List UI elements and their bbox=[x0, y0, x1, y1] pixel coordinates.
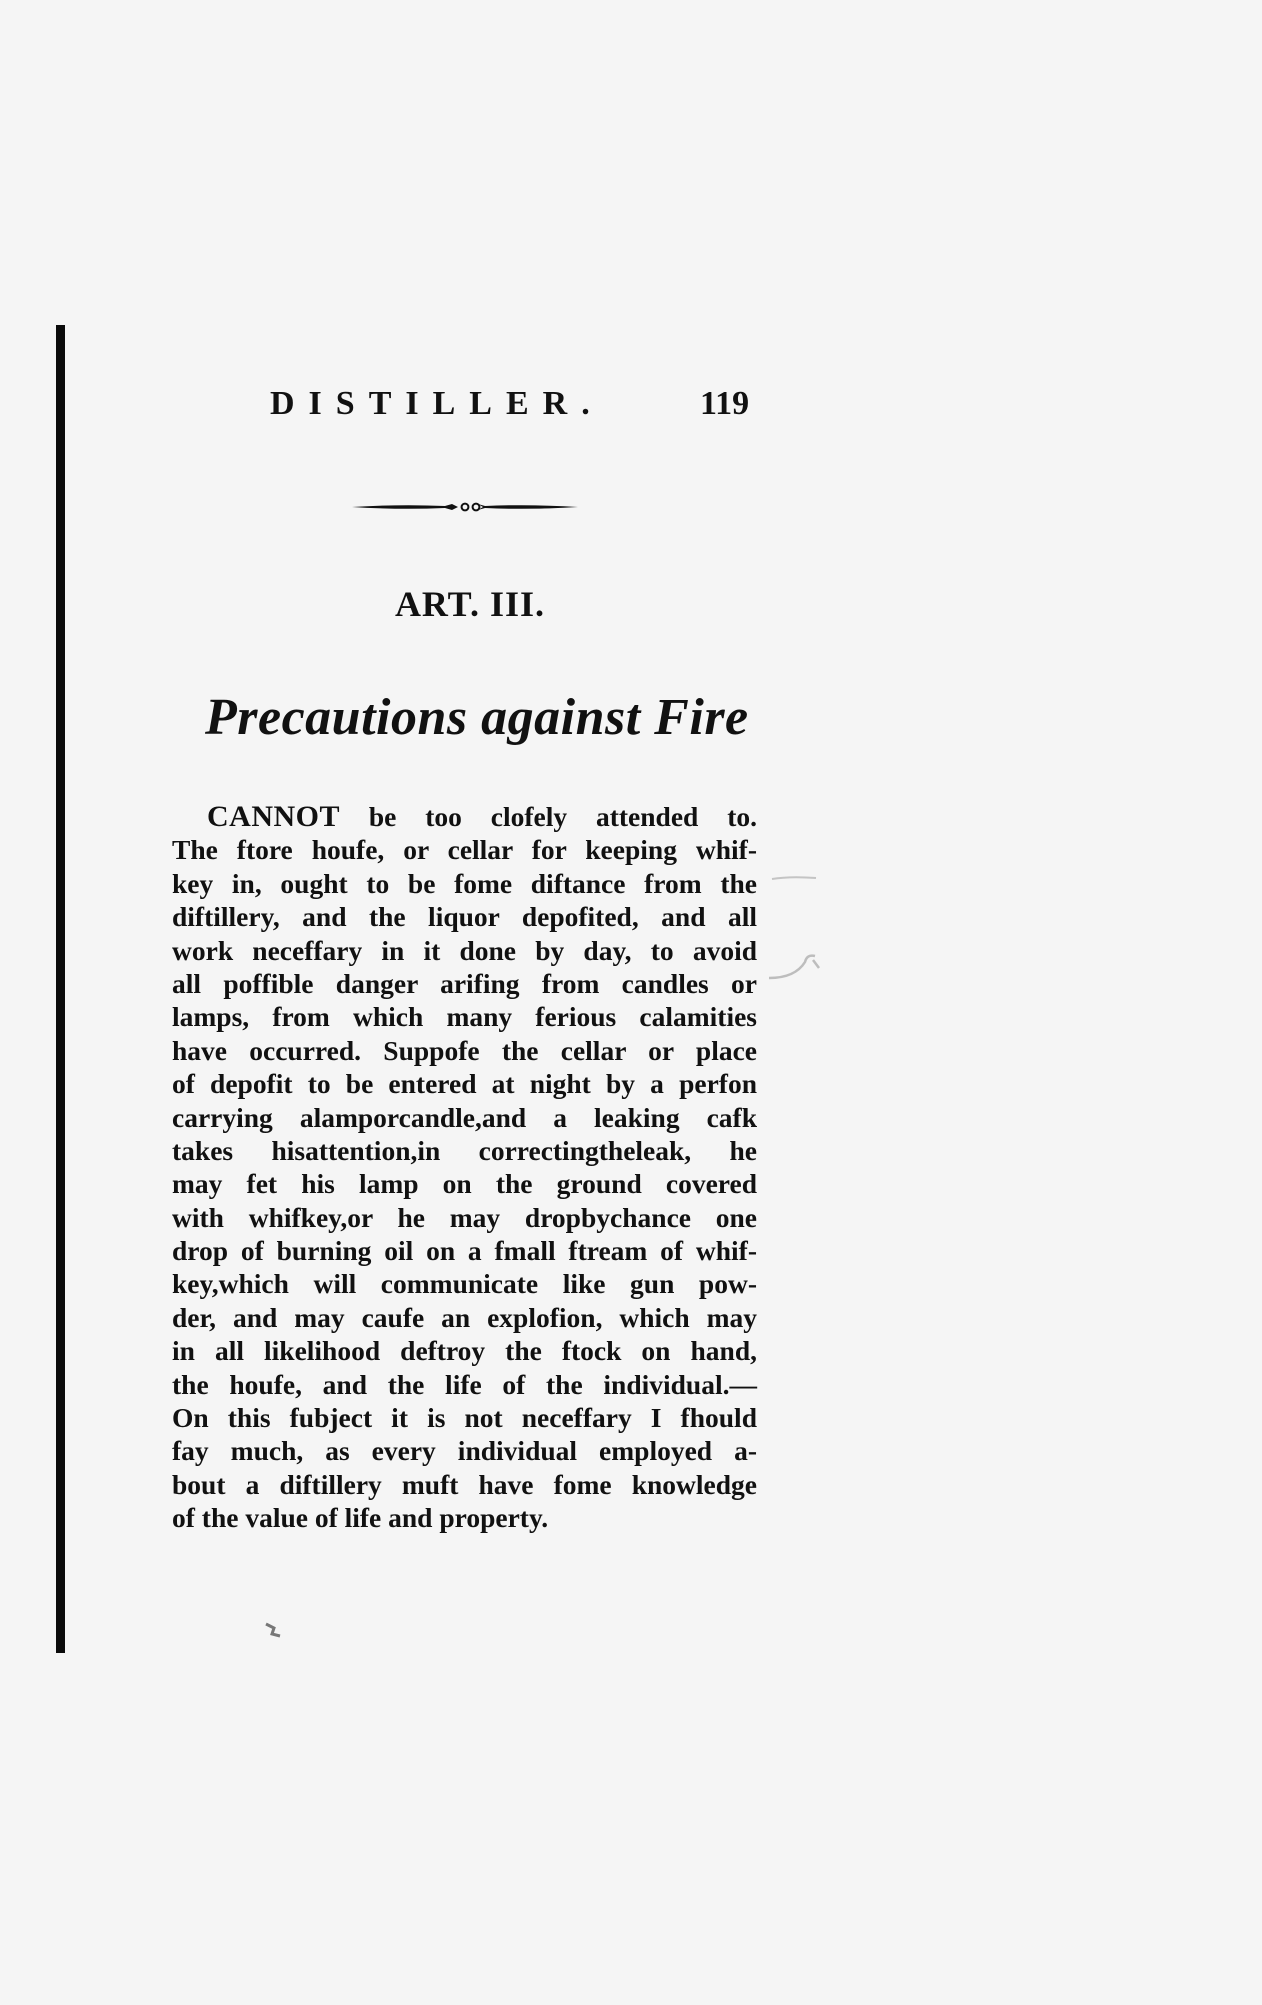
article-number: ART. III. bbox=[394, 584, 546, 624]
running-title: DISTILLER. bbox=[270, 385, 604, 422]
body-line: carrying alamporcandle,and a leaking cafk bbox=[172, 1101, 757, 1133]
body-line: work neceffary in it done by day, to avoid bbox=[172, 934, 757, 966]
body-line: bout a diftillery muft have fome knowledge bbox=[172, 1468, 757, 1500]
body-line: lamps, from which many ferious calamities bbox=[172, 1001, 757, 1033]
body-line: of the value of life and property. bbox=[172, 1502, 549, 1534]
page-gutter-shadow bbox=[56, 325, 65, 1653]
body-line: der, and may caufe an explofion, which may bbox=[172, 1301, 757, 1333]
body-line-text: be too clofely attended to. bbox=[340, 801, 757, 832]
body-line: The ftore houfe, or cellar for keeping whif- bbox=[172, 834, 757, 866]
body-line bbox=[172, 800, 757, 833]
body-line: in all likelihood deftroy the ftock on hand, bbox=[172, 1335, 757, 1367]
lead-word: CANNOT bbox=[207, 800, 341, 833]
body-line: diftillery, and the liquor depofited, and all bbox=[172, 901, 757, 933]
body-line: the houfe, and the life of the individual.— bbox=[172, 1368, 757, 1400]
page-number: 119 bbox=[700, 385, 750, 422]
body-line: all poffible danger arifing from candles or bbox=[172, 967, 757, 999]
body-line: takes hisattention,in correctingtheleak, he bbox=[172, 1134, 757, 1166]
margin-pencil-mark bbox=[765, 948, 825, 988]
ornamental-rule bbox=[350, 496, 580, 518]
article-title: Precautions against Fire bbox=[205, 689, 749, 746]
body-line: may fet his lamp on the ground covered bbox=[172, 1168, 757, 1200]
body-line: drop of burning oil on a fmall ftream of whif- bbox=[172, 1235, 757, 1267]
body-line: key,which will communicate like gun pow- bbox=[172, 1268, 757, 1300]
body-line: have occurred. Suppofe the cellar or place bbox=[172, 1034, 757, 1066]
ink-speck bbox=[262, 1616, 292, 1640]
body-line: fay much, as every individual employed a- bbox=[172, 1435, 757, 1467]
body-line: with whifkey,or he may dropbychance one bbox=[172, 1201, 757, 1233]
body-line: On this fubject it is not neceffary I fhould bbox=[172, 1402, 757, 1434]
margin-pencil-mark bbox=[770, 872, 820, 884]
article-body bbox=[172, 800, 757, 1535]
running-head bbox=[270, 385, 770, 435]
body-line: key in, ought to be fome diftance from the bbox=[172, 867, 757, 899]
body-line: of depofit to be entered at night by a perfon bbox=[172, 1068, 757, 1100]
